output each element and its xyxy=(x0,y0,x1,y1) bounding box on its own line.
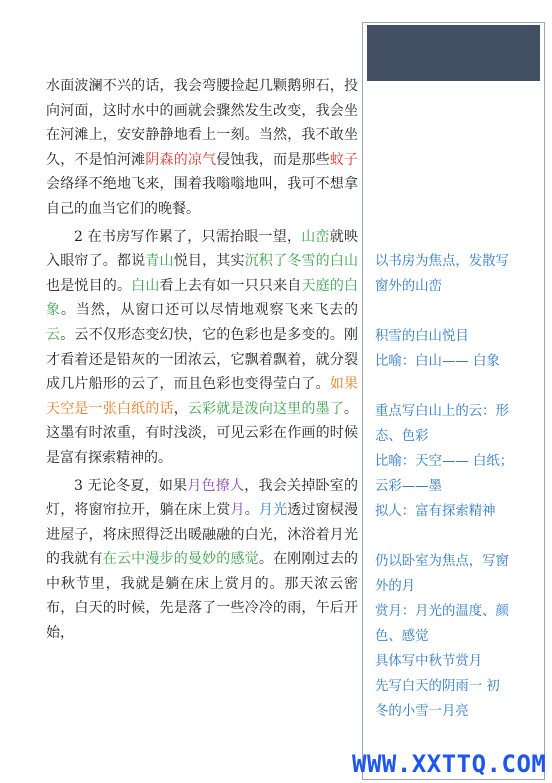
paragraph-text: ， xyxy=(173,400,188,417)
annotation-line: 冬的小雪一月亮 xyxy=(375,704,469,719)
paragraph-text: 。当然，从窗口还可以尽情地观察飞来飞去的 xyxy=(60,302,359,319)
annotation-group xyxy=(375,549,535,724)
paragraph-text: 就映入眼帘了。都说 xyxy=(46,228,359,270)
annotation-line: 赏月：月光的温度、颜 xyxy=(375,604,509,619)
paragraph-text: 3 无论冬夏，如果 xyxy=(74,477,188,494)
highlighted-phrase: 月光 xyxy=(258,502,288,519)
paragraph-text: 也是悦目的。 xyxy=(46,277,132,294)
paragraph-text: 水面波澜不兴的话，我会弯腰捡起几颗鹅卵石，投向河面，这时水中的画就会骤然发生改变，我会坐在河滩上，安安静静地看上一刻。当然，我不敢坐久，不是怕河滩 xyxy=(46,78,358,168)
essay-paragraph xyxy=(46,474,358,646)
annotation-line: 积雪的白山悦目 xyxy=(375,329,469,344)
annotation-group xyxy=(375,249,535,299)
annotation-line: 重点写白山上的云：形 xyxy=(375,404,509,419)
paragraph-text: 透过窗棂漫进屋子，将床照得泛出暖融融的白光，沐浴着月光的我就有 xyxy=(46,502,359,568)
site-watermark: WWW.XXTTQ.COM xyxy=(352,750,547,778)
annotation-notes xyxy=(375,249,535,749)
highlighted-phrase: 阴森的凉气 xyxy=(145,151,217,168)
annotation-line: 拟人：富有探索精神 xyxy=(375,504,496,519)
essay-body xyxy=(46,74,358,646)
annotation-line: 仍以卧室为焦点，写窗 xyxy=(375,554,509,569)
highlighted-phrase: 沉积了冬雪的白山 xyxy=(244,253,359,270)
annotation-line: 窗外的山峦 xyxy=(375,279,442,294)
sidebar-header-bar xyxy=(367,25,540,81)
highlighted-phrase: 月 xyxy=(230,502,245,519)
paragraph-text: 悦目，其实 xyxy=(173,253,245,270)
paragraph-text: ，我会关掉卧室的灯，将窗帘拉开，躺在床上赏 xyxy=(46,477,359,519)
highlighted-phrase: 云 xyxy=(46,326,61,343)
highlighted-phrase: 蚊子 xyxy=(329,151,359,168)
highlighted-phrase: 山峦 xyxy=(301,228,330,245)
paragraph-text: 侵蚀我，而是那些 xyxy=(216,151,330,168)
annotation-line: 具体写中秋节赏月 xyxy=(375,654,483,669)
annotation-line: 以书房为焦点，发散写 xyxy=(375,254,509,269)
paragraph-text: 2 在书房写作累了，只需抬眼一望， xyxy=(74,228,302,245)
paragraph-text: 。云不仅形态变幻快，它的色彩也是多变的。刚才看着还是铅灰的一团浓云，它飘着飘着，就分裂成几片船形的云了，而且色彩也变得莹白了。 xyxy=(46,326,359,393)
paragraph-text: 看上去有如一只只来自 xyxy=(159,277,302,294)
essay-paragraph xyxy=(46,225,358,471)
annotation-line: 态、色彩 xyxy=(375,429,429,444)
annotation-line: 外的月 xyxy=(375,579,416,594)
highlighted-phrase: 云彩就是泼向这里的墨了 xyxy=(187,400,345,417)
highlighted-phrase: 月色撩人 xyxy=(187,477,245,494)
paragraph-text: 会络绎不绝地飞来，围着我嗡嗡地叫，我可不想拿自己的血当它们的晚餐。 xyxy=(46,176,358,217)
essay-paragraph xyxy=(46,74,358,222)
annotation-sidebar xyxy=(362,22,545,780)
annotation-line: 比喻：白山—— 白象 xyxy=(375,354,500,369)
paragraph-text: 。这墨有时浓重，有时浅淡，可见云彩在作画的时候是富有探索精神的。 xyxy=(46,400,359,466)
paragraph-text: 。 xyxy=(244,502,259,519)
annotation-group xyxy=(375,324,535,374)
highlighted-phrase: 如果天空是一张白纸的话 xyxy=(46,376,359,417)
highlighted-phrase: 天庭的白象 xyxy=(46,277,359,319)
highlighted-phrase: 白山 xyxy=(131,277,160,294)
highlighted-phrase: 在云中漫步的曼妙的感觉 xyxy=(102,551,259,568)
annotation-line: 云彩——墨 xyxy=(375,479,442,494)
paragraph-text: 。在刚刚过去的中秋节里，我就是躺在床上赏月的。那天浓云密布，白天的时候，先是落了一些冷冷的雨，午后开始， xyxy=(46,551,359,642)
annotation-line: 先写白天的阴雨一 初 xyxy=(375,679,500,694)
highlighted-phrase: 青山 xyxy=(145,253,174,270)
annotation-line: 比喻：天空—— 白纸； xyxy=(375,454,514,469)
annotation-group xyxy=(375,399,535,524)
annotation-line: 色、感觉 xyxy=(375,629,429,644)
